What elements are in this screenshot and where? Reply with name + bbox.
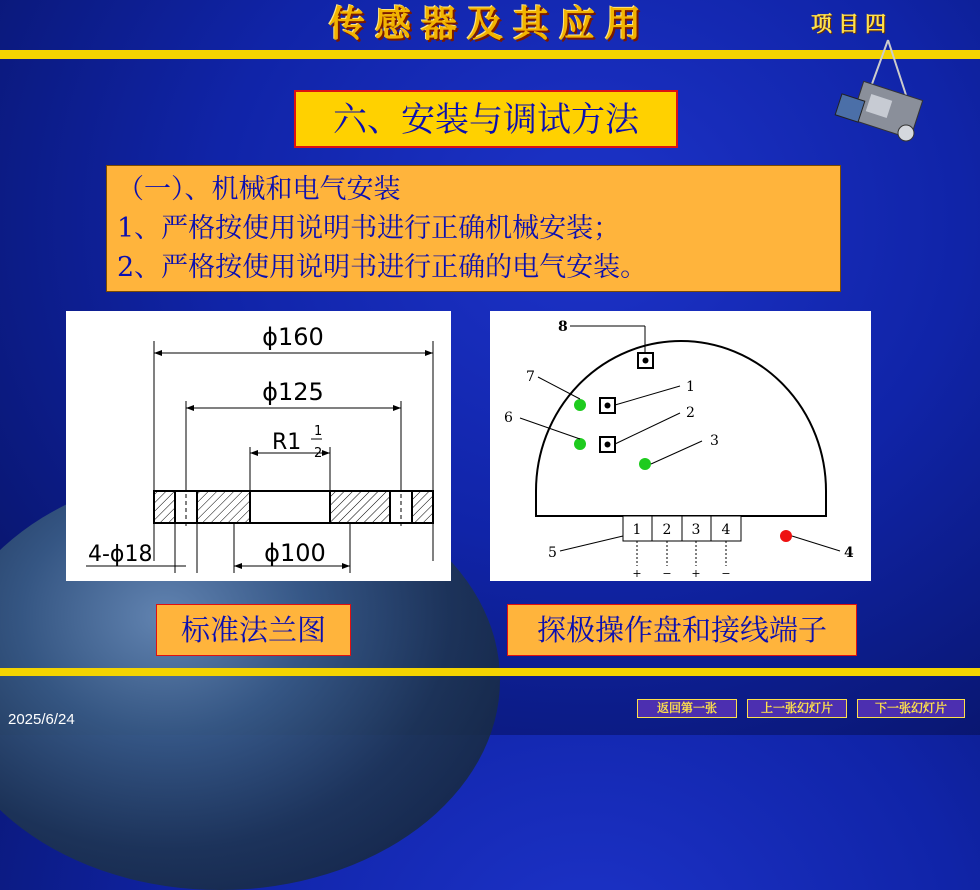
bottom-divider xyxy=(0,668,980,676)
label-5: 5 xyxy=(548,545,557,561)
project-label: 项目四 xyxy=(811,11,892,36)
label-8: 8 xyxy=(558,319,568,335)
content-line: （一）、机械和电气安装 xyxy=(117,174,401,205)
dim-holes-label: 4-ϕ18 xyxy=(88,542,153,567)
dim-thread-num: 1 xyxy=(314,424,323,439)
terminal-1: 1 xyxy=(632,522,642,538)
polarity-2: − xyxy=(662,567,672,580)
section-title: 六、安装与调试方法 xyxy=(294,90,678,148)
satellite-icon xyxy=(828,35,932,155)
terminal-4: 4 xyxy=(721,522,731,538)
terminal-3: 3 xyxy=(691,522,701,538)
first-slide-button[interactable]: 返回第一张 xyxy=(637,699,737,718)
content-line: 2、严格按使用说明书进行正确的电气安装。 xyxy=(117,252,648,283)
flange-caption: 标准法兰图 xyxy=(156,604,351,656)
next-slide-button[interactable]: 下一张幻灯片 xyxy=(857,699,965,718)
polarity-1: + xyxy=(632,567,642,580)
probe-panel-drawing xyxy=(490,311,871,581)
dim-mid-label: ϕ125 xyxy=(262,378,324,406)
content-box xyxy=(106,165,841,292)
label-3: 3 xyxy=(710,433,719,449)
label-2: 2 xyxy=(686,405,695,421)
slide-date: 2025/6/24 xyxy=(8,711,75,728)
label-4: 4 xyxy=(844,545,854,561)
dim-inner-label: ϕ100 xyxy=(264,539,326,567)
probe-caption: 探极操作盘和接线端子 xyxy=(507,604,857,656)
header-title: 传感器及其应用 xyxy=(328,3,651,45)
dim-thread-den: 2 xyxy=(314,446,323,461)
content-line: 1、严格按使用说明书进行正确机械安装； xyxy=(117,213,621,244)
terminal-2: 2 xyxy=(662,522,672,538)
polarity-3: + xyxy=(691,567,701,580)
flange-drawing xyxy=(66,311,451,581)
dim-thread-label: R1 xyxy=(272,430,302,455)
label-1: 1 xyxy=(686,379,695,395)
label-6: 6 xyxy=(504,410,513,426)
label-7: 7 xyxy=(526,369,535,385)
dim-outer-label: ϕ160 xyxy=(262,323,324,351)
prev-slide-button[interactable]: 上一张幻灯片 xyxy=(747,699,847,718)
polarity-4: − xyxy=(721,567,731,580)
